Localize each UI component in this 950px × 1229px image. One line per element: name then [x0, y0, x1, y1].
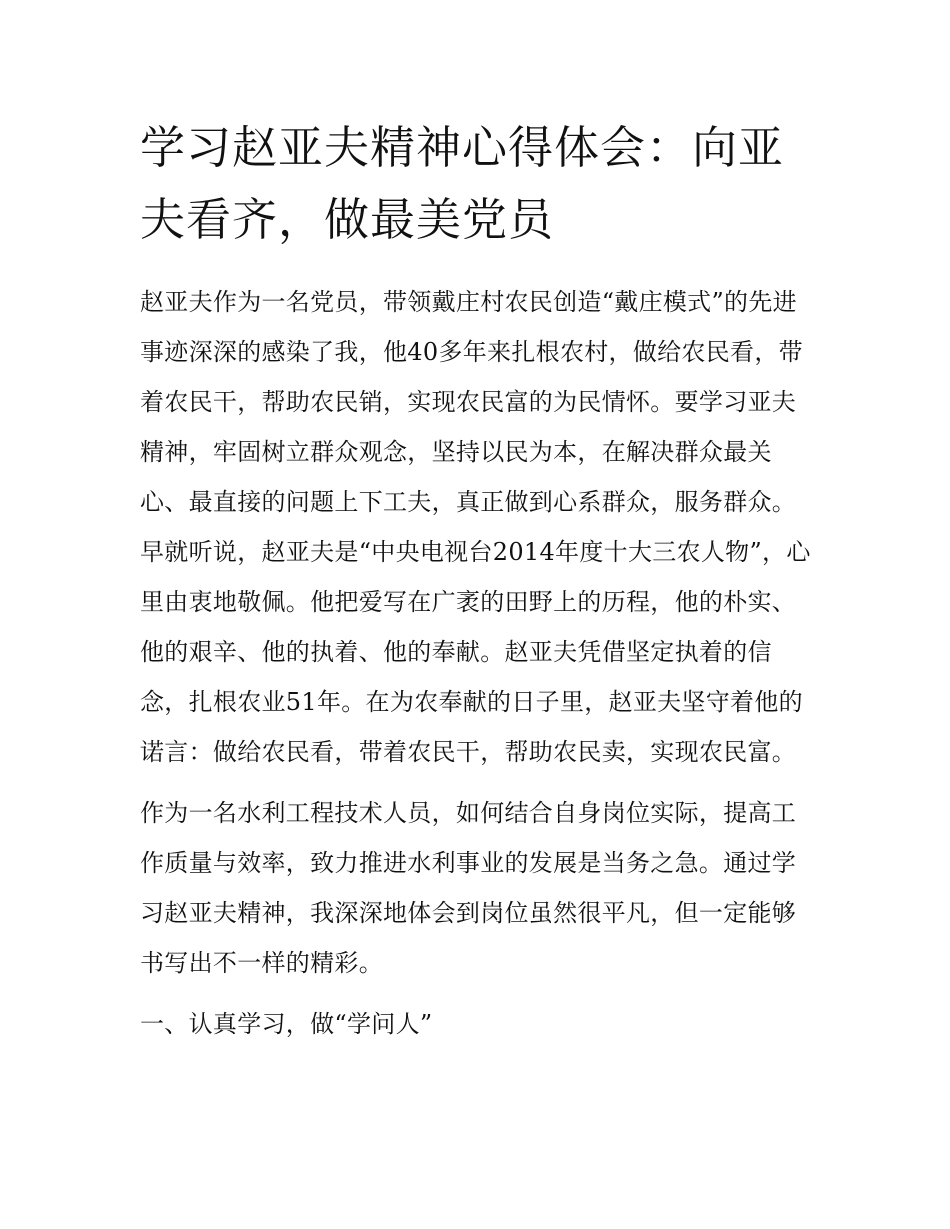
paragraph: 早就听说，赵亚夫是“中央电视台2014年度十大三农人物”，心里由衷地敬佩。他把爱写在广袤的田野上的历程，他的朴实、他的艰辛、他的执着、他的奉献。赵亚夫凭借坚定执着的信念，扎根农业51年。在为农奉献的日子里，赵亚夫坚守着他的诺言：做给农民看，带着农民干，帮助农民卖，实现农民富。 — [140, 538, 811, 766]
section-heading: 一、认真学习，做“学问人” — [140, 1010, 433, 1038]
paragraph: 作为一名水利工程技术人员，如何结合自身岗位实际，提高工作质量与效率，致力推进水利事业的发展是当务之急。通过学习赵亚夫精神，我深深地体会到岗位虽然很平凡，但一定能够书写出不一样的精彩。 — [140, 799, 797, 977]
document-body — [140, 277, 820, 1049]
document-title: 学习赵亚夫精神心得体会：向亚夫看齐，做最美党员 — [140, 121, 785, 246]
paragraph: 赵亚夫作为一名党员，带领戴庄村农民创造“戴庄模式”的先进事迹深深的感染了我，他40多年来扎根农村，做给农民看，带着农民干，帮助农民销，实现农民富的为民情怀。要学习亚夫精神，牢固树立群众观念，坚持以民为本，在解决群众最关心、最直接的问题上下工夫，真正做到心系群众，服务群众。 — [140, 288, 803, 516]
